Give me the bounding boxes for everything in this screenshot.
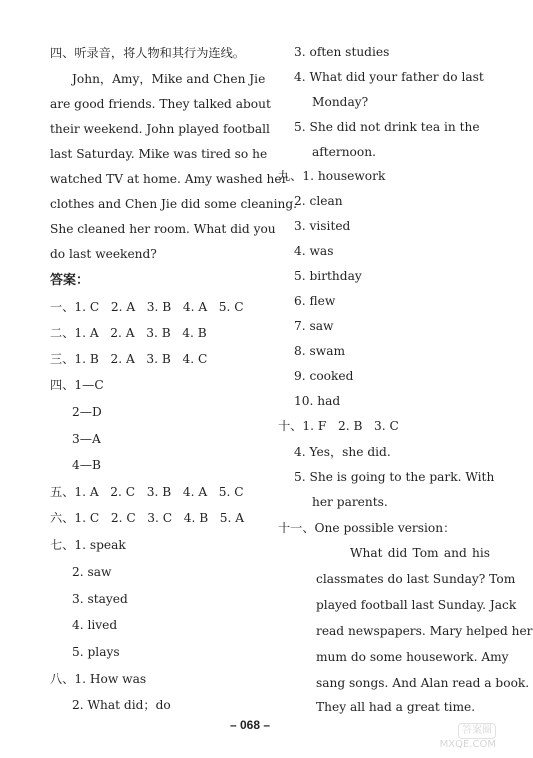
answer-line: Monday? (312, 95, 369, 109)
answer-line: 3. stayed (72, 592, 128, 606)
passage-line: last Saturday. Mike was tired so he (50, 147, 268, 161)
answer-line: 2—D (72, 405, 102, 419)
answer-line: 九、1. housework (278, 169, 386, 183)
answer-line: 三、1. B 2. A 3. B 4. C (50, 352, 208, 366)
essay-line: played football last Sunday. Jack (316, 598, 517, 612)
passage-line: their weekend. John played football (50, 122, 270, 136)
answer-line: 3. often studies (294, 45, 390, 59)
answer-line: 5. birthday (294, 269, 362, 283)
answer-line: 4—B (72, 458, 101, 472)
essay-line: read newspapers. Mary helped her (316, 624, 533, 638)
essay-line: They all had a great time. (316, 700, 476, 714)
answer-line: 3—A (72, 432, 101, 446)
watermark-logo (428, 723, 496, 753)
answer-line: 2. saw (72, 565, 112, 579)
passage-line: are good friends. They talked about (50, 97, 271, 111)
page-number: – 068 – (229, 718, 271, 732)
passage-line: John，Amy，Mike and Chen Jie (72, 72, 266, 86)
answer-line: 四、1—C (50, 378, 104, 392)
watermark-text-top: 答案圈 (458, 723, 496, 739)
essay-line: sang songs. And Alan read a book. (316, 676, 530, 690)
answer-line: 七、1. speak (50, 538, 126, 552)
answer-line: 二、1. A 2. A 3. B 4. B (50, 326, 207, 340)
essay-line: classmates do last Sunday? Tom (316, 572, 516, 586)
watermark-text-bottom: MXQE.COM (439, 739, 496, 750)
answer-line: 5. She did not drink tea in the (294, 120, 480, 134)
answer-line: 8. swam (294, 344, 346, 358)
answer-line: her parents. (312, 495, 388, 509)
essay-line: mum do some housework. Amy (316, 650, 509, 664)
answer-line: 十、1. F 2. B 3. C (278, 419, 399, 433)
answer-line: 2. What did；do (72, 698, 171, 712)
answer-line: 2. clean (294, 194, 343, 208)
answer-line: 4. lived (72, 618, 118, 632)
passage-line: She cleaned her room. What did you (50, 222, 276, 236)
essay-line: What did Tom and his (350, 546, 490, 560)
answer-line: 6. flew (294, 294, 336, 308)
passage-line: watched TV at home. Amy washed her (50, 172, 288, 186)
answer-line: 六、1. C 2. C 3. C 4. B 5. A (50, 511, 245, 525)
answer-line: 9. cooked (294, 369, 354, 383)
answer-line: 一、1. C 2. A 3. B 4. A 5. C (50, 300, 244, 314)
answer-line: afternoon. (312, 145, 376, 159)
answer-line: 五、1. A 2. C 3. B 4. A 5. C (50, 485, 244, 499)
answer-line: 4. What did your father do last (294, 70, 484, 84)
answer-heading: 答案： (50, 273, 90, 288)
answer-line: 4. Yes，she did. (294, 445, 391, 459)
section-4-title: 四、听录音，将人物和其行为连线。 (50, 46, 245, 60)
answer-line: 十一、One possible version： (278, 521, 456, 535)
answer-line: 4. was (294, 244, 334, 258)
answer-line: 八、1. How was (50, 672, 147, 686)
passage-line: clothes and Chen Jie did some cleaning. (50, 197, 298, 211)
answer-line: 5. She is going to the park. With (294, 470, 495, 484)
answer-line: 3. visited (294, 219, 351, 233)
answer-line: 7. saw (294, 319, 334, 333)
passage-line: do last weekend? (50, 247, 157, 261)
answer-line: 5. plays (72, 645, 120, 659)
answer-line: 10. had (294, 394, 341, 408)
